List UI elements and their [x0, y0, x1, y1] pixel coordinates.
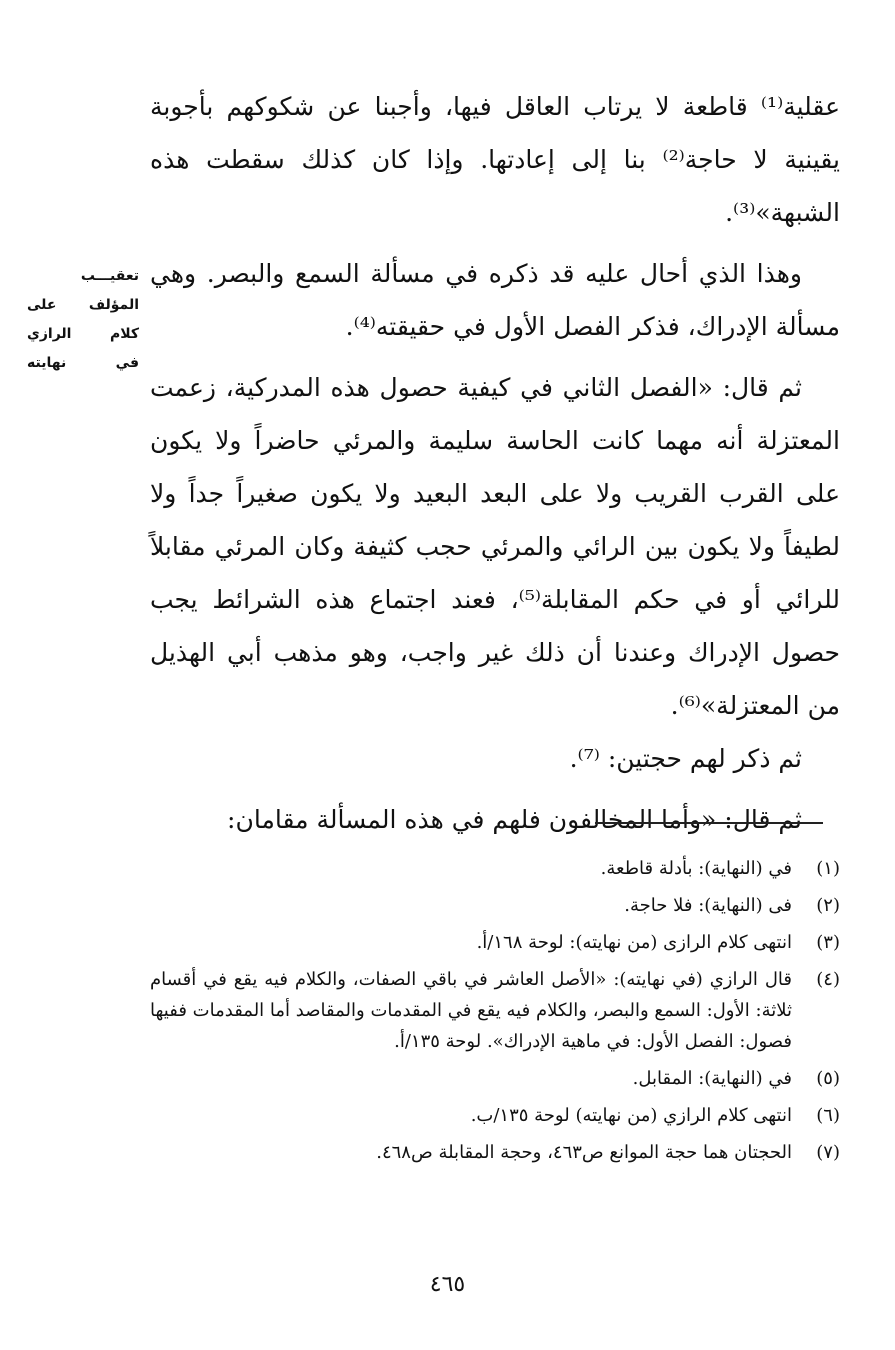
margin-note-line: في نهايته: [27, 355, 139, 371]
footnote-number: (١): [816, 858, 840, 879]
footnote-number: (٤): [816, 969, 840, 990]
footnote-number: (٣): [816, 932, 840, 953]
footnote-text: في (النهاية): المقابل.: [632, 1068, 792, 1089]
footnote-number: (٢): [816, 895, 840, 916]
paragraph: ثم قال: «وأما المخالفون فلهم في هذه المسألة مقامان:: [227, 805, 802, 834]
footnote-number: (٦): [816, 1105, 840, 1126]
footnote-number: (٥): [816, 1068, 840, 1089]
footnote-text: الحجتان هما حجة الموانع ص٤٦٣، وحجة المقابلة ص٤٦٨.: [376, 1142, 792, 1163]
footnote-text: في (النهاية): بأدلة قاطعة.: [600, 858, 792, 879]
footnotes: [150, 853, 840, 1174]
footnote-separator: [595, 822, 823, 824]
footnote: [150, 927, 840, 958]
footnote-text: انتهى كلام الرازي (من نهايته) لوحة ١٣٥/ب.: [470, 1105, 792, 1126]
footnote: [150, 1100, 840, 1131]
page-number: ٤٦٥: [429, 1272, 466, 1297]
margin-note-line: كلام الرازي: [27, 326, 139, 342]
paragraph: وهذا الذي أحال عليه قد ذكره في مسألة السمع والبصر. وهي مسألة الإدراك، فذكر الفصل الأول في حقيقته⁽⁴⁾.: [150, 259, 840, 341]
footnote-text: فى (النهاية): فلا حاجة.: [624, 895, 792, 916]
paragraph: عقلية⁽¹⁾ قاطعة لا يرتاب العاقل فيها، وأجبنا عن شكوكهم بأجوبة يقينية لا حاجة⁽²⁾ بنا إلى إعادتها. وإذا كان كذلك سقطت هذه الشبهة»⁽³⁾.: [150, 92, 840, 227]
footnote: [150, 853, 840, 884]
footnote: [150, 964, 840, 1057]
paragraph: ثم قال: «الفصل الثاني في كيفية حصول هذه المدركية، زعمت المعتزلة أنه مهما كانت الحاسة سليمة والمرئي حاضراً ولا يكون على القرب القريب ولا على البعد البعيد ولا يكون صغيراً جداً ولا لطيفاً ولا يكون بين الرائي والمرئي حجب كثيفة وكان المرئي مقابلاً للرائي أو في حكم المقابلة⁽⁵⁾، فعند اجتماع هذه الشرائط يجب حصول الإدراك وعندنا أن ذلك غير واجب، وهو مذهب أبي الهذيل من المعتزلة»⁽⁶⁾.: [150, 373, 840, 720]
footnote-text: انتهى كلام الرازى (من نهايته): لوحة ١٦٨/أ.: [476, 932, 792, 953]
footnote-text: قال الرازي (في نهايته): «الأصل العاشر في باقي الصفات، والكلام فيه يقع في أقسام ثلاثة: الأول: السمع والبصر، والكلام فيه يقع في المقدمات والمقاصد أما المقدمات ففيها فصول: الفصل الأول: في ماهية الإدراك». لوحة ١٣٥/أ.: [150, 969, 792, 1052]
main-text-body: [150, 80, 840, 846]
margin-note-line: تعقيـــب: [80, 268, 139, 284]
footnote: [150, 1063, 840, 1094]
footnote: [150, 1137, 840, 1168]
margin-note-line: المؤلف على: [27, 297, 139, 313]
margin-note: [27, 262, 139, 378]
footnote: [150, 890, 840, 921]
footnote-number: (٧): [816, 1142, 840, 1163]
paragraph: ثم ذكر لهم حجتين: ⁽⁷⁾.: [569, 744, 802, 773]
